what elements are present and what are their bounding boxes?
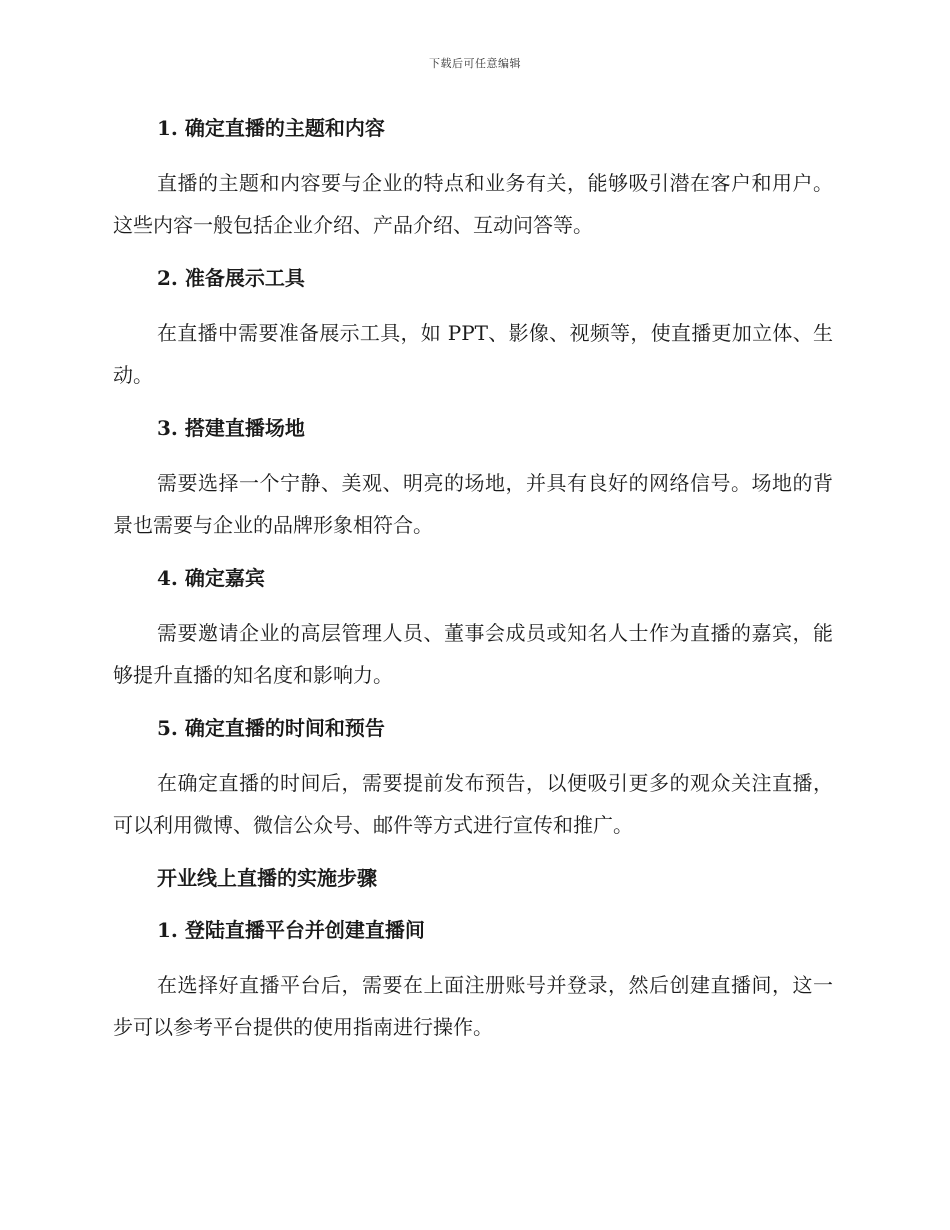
section-paragraph: 在确定直播的时间后，需要提前发布预告，以便吸引更多的观众关注直播，可以利用微博、微信公众号、邮件等方式进行宣传和推广。 bbox=[113, 771, 833, 837]
steps-title: 开业线上直播的实施步骤 bbox=[157, 866, 377, 890]
section-heading: 2. 准备展示工具 bbox=[157, 266, 305, 290]
section-4 bbox=[113, 560, 833, 710]
step-paragraph: 在选择好直播平台后，需要在上面注册账号并登录，然后创建直播间，这一步可以参考平台提供的使用指南进行操作。 bbox=[113, 973, 833, 1039]
section-paragraph: 需要选择一个宁静、美观、明亮的场地，并具有良好的网络信号。场地的背景也需要与企业的品牌形象相符合。 bbox=[113, 471, 833, 537]
section-paragraph: 需要邀请企业的高层管理人员、董事会成员或知名人士作为直播的嘉宾，能够提升直播的知名度和影响力。 bbox=[113, 621, 833, 687]
step-heading: 1. 登陆直播平台并创建直播间 bbox=[157, 918, 425, 942]
section-paragraph: 直播的主题和内容要与企业的特点和业务有关，能够吸引潜在客户和用户。这些内容一般包括企业介绍、产品介绍、互动问答等。 bbox=[113, 171, 833, 237]
document-body bbox=[113, 110, 833, 1048]
section-heading: 1. 确定直播的主题和内容 bbox=[157, 116, 385, 140]
section-1 bbox=[113, 110, 833, 260]
section-paragraph: 在直播中需要准备展示工具，如 PPT、影像、视频等，使直播更加立体、生动。 bbox=[113, 321, 833, 387]
section-2 bbox=[113, 260, 833, 410]
section-5 bbox=[113, 710, 833, 860]
section-heading: 4. 确定嘉宾 bbox=[157, 566, 265, 590]
steps-section bbox=[113, 860, 833, 1048]
page-header: 下载后可任意编辑 bbox=[429, 57, 521, 70]
section-heading: 5. 确定直播的时间和预告 bbox=[157, 716, 385, 740]
section-heading: 3. 搭建直播场地 bbox=[157, 416, 305, 440]
section-3 bbox=[113, 410, 833, 560]
